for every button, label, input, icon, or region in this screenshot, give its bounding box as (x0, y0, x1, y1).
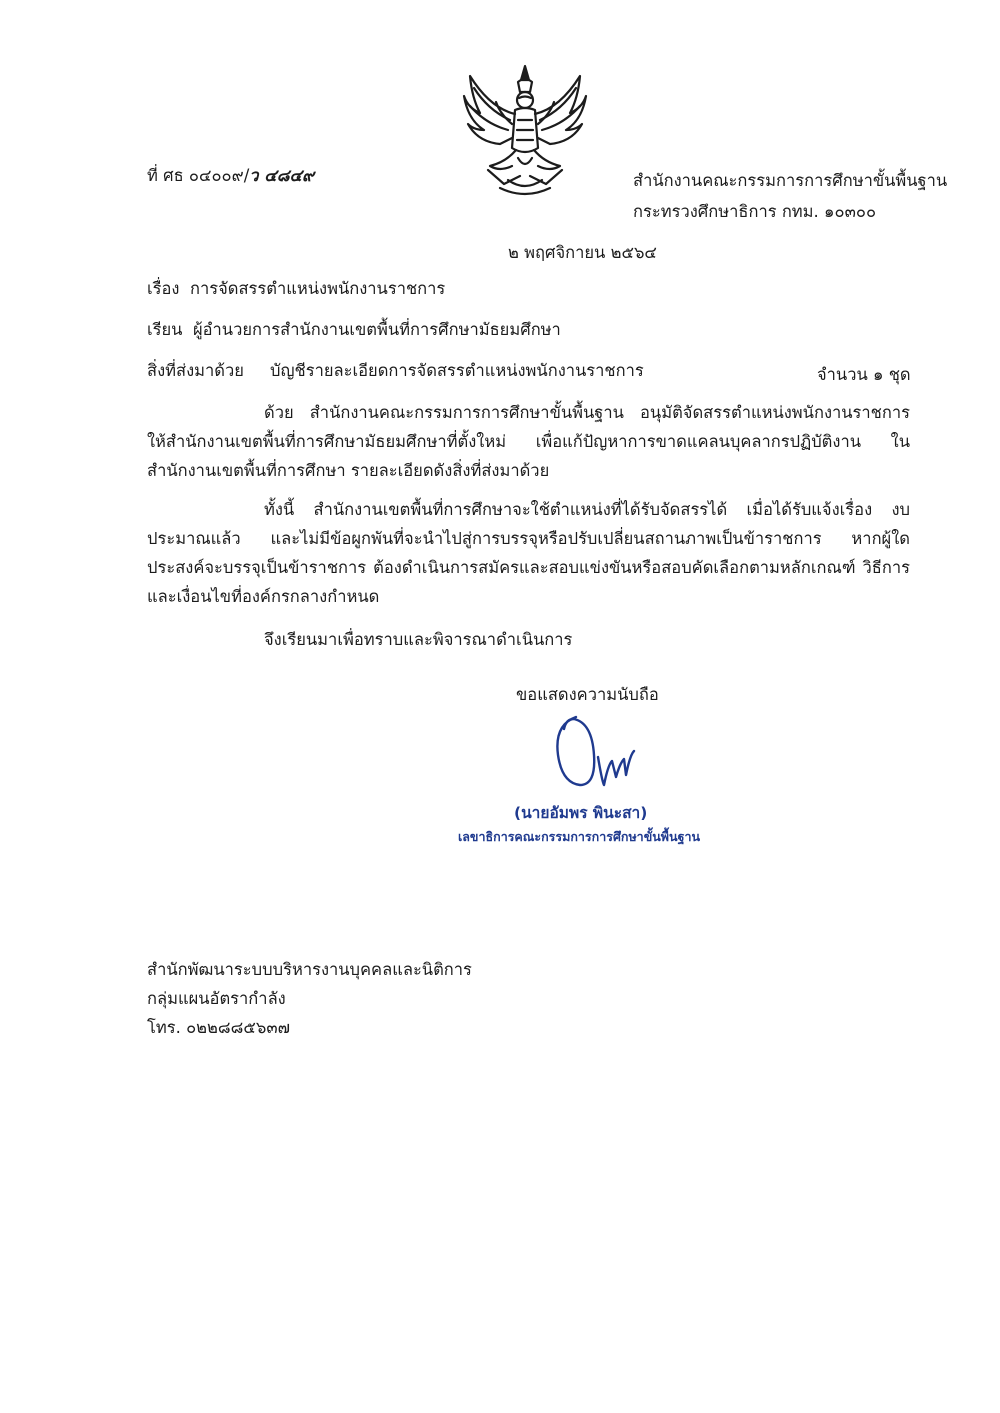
footer-phone: โทร. ๐๒๒๘๘๕๖๓๗ (147, 1018, 291, 1037)
body-paragraph-1: ด้วย สำนักงานคณะกรรมการการศึกษาขั้นพื้นฐาน อนุมัติจัดสรรตำแหน่งพนักงานราชการ ให้สำนักงานเขตพื้นที่การศึกษามัธยมศึกษาที่ตั้งใหม่ เพื่อแก้ปัญหาการขาดแคลนบุคลากรปฏิบัติงาน ในสำนักงานเขตพื้นที่การศึกษา รายละเอียดดังสิ่งที่ส่งมาด้วย (147, 403, 910, 480)
reference-number-handwritten: ว ๔๘๔๙ (249, 166, 315, 185)
signer-name: (นายอัมพร พินะสา) (514, 804, 648, 822)
agency-name: สำนักงานคณะกรรมการการศึกษาขั้นพื้นฐาน (633, 171, 948, 190)
footer-group: กลุ่มแผนอัตรากำลัง (147, 989, 286, 1008)
reference-number (147, 163, 314, 189)
subject-label: เรื่อง (147, 279, 180, 298)
enclosure-label: สิ่งที่ส่งมาด้วย (147, 361, 244, 380)
garuda-emblem-icon (460, 58, 590, 203)
closing-text: ขอแสดงความนับถือ (516, 685, 659, 704)
recipient-label: เรียน (147, 320, 183, 339)
footer-office: สำนักพัฒนาระบบบริหารงานบุคคลและนิติการ (147, 960, 472, 979)
signer-position: เลขาธิการคณะกรรมการการศึกษาขั้นพื้นฐาน (458, 829, 701, 844)
recipient-line (147, 317, 561, 343)
reference-prefix: ที่ ศธ ๐๔๐๐๙/ (147, 166, 250, 185)
agency-address: กระทรวงศึกษาธิการ กทม. ๑๐๓๐๐ (633, 202, 877, 221)
handwritten-signature-icon (540, 705, 650, 795)
body-paragraph-3: จึงเรียนมาเพื่อทราบและพิจารณาดำเนินการ (264, 630, 573, 649)
subject-text: การจัดสรรตำแหน่งพนักงานราชการ (189, 279, 446, 298)
enclosure-text: บัญชีรายละเอียดการจัดสรรตำแหน่งพนักงานราชการ (270, 361, 644, 380)
enclosure-quantity: จำนวน ๑ ชุด (817, 365, 911, 384)
recipient-text: ผู้อำนวยการสำนักงานเขตพื้นที่การศึกษามัธยมศึกษา (192, 320, 561, 339)
letter-date: ๒ พฤศจิกายน ๒๕๖๔ (508, 243, 657, 262)
body-paragraph-2: ทั้งนี้ สำนักงานเขตพื้นที่การศึกษาจะใช้ตำแหน่งที่ได้รับจัดสรรได้ เมื่อได้รับแจ้งเรื่อง งบประมาณแล้ว และไม่มีข้อผูกพันที่จะนำไปสู่การบรรจุหรือปรับเปลี่ยนสถานภาพเป็นข้าราชการ หากผู้ใด ประสงค์จะบรรจุเป็นข้าราชการ ต้องดำเนินการสมัครและสอบแข่งขันหรือสอบคัดเลือกตามหลักเกณฑ์ วิธีการ และเงื่อนไขที่องค์กรกลางกำหนด (147, 500, 910, 606)
subject-line (147, 276, 445, 302)
